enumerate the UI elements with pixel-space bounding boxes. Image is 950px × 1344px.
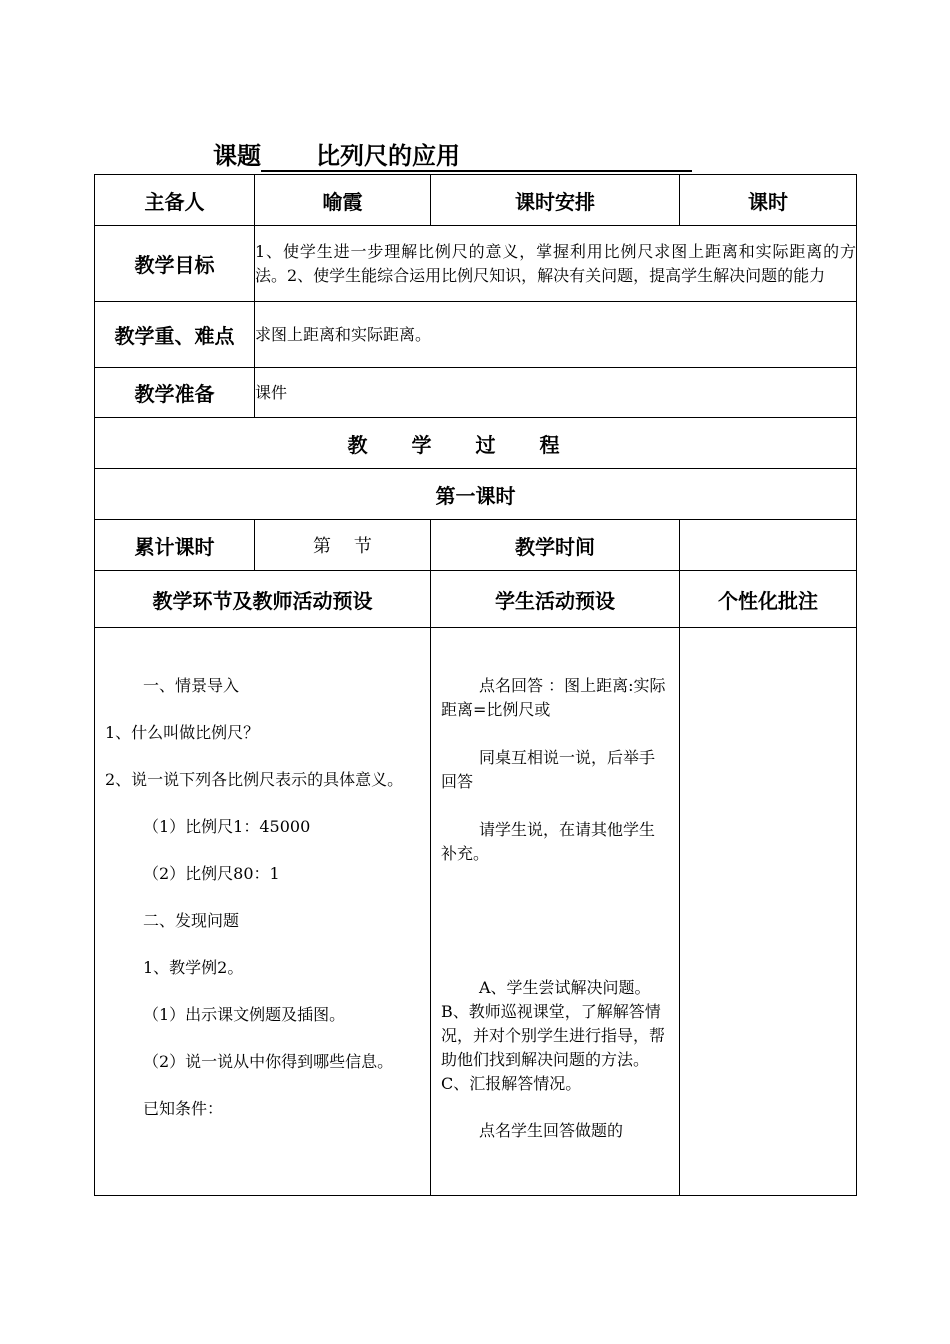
teacher-activity: （1）比例尺1：45000 [143, 817, 311, 836]
preparation-row [95, 368, 857, 418]
teacher-activity: 一、情景导入 [143, 676, 240, 695]
process-heading-row [95, 418, 857, 469]
student-activity: A、学生尝试解决问题。B、教师巡视课堂，了解解答情况，并对个别学生进行指导，帮助他们找到解决问题的方法。C、汇报解答情况。 [441, 978, 666, 1093]
goals-label: 教学目标 [95, 226, 255, 302]
column-header-row [95, 571, 857, 628]
activities-row [95, 628, 857, 1196]
notes-cell [680, 628, 857, 1196]
key-points-text: 求图上距离和实际距离。 [255, 302, 857, 368]
title-blank [261, 142, 316, 172]
key-points-label: 教学重、难点 [95, 302, 255, 368]
student-activity: 点名学生回答做题的 [479, 1121, 624, 1140]
teacher-activity: 1、什么叫做比例尺？ [105, 723, 260, 742]
goals-row [95, 226, 857, 302]
student-activity: 点名回答 ：图上距离:实际距离=比例尺或 [441, 676, 666, 719]
page-title [213, 136, 692, 172]
teacher-activity: （1）出示课文例题及插图。 [143, 1005, 346, 1024]
time-label: 教学时间 [431, 520, 680, 571]
preparer-label: 主备人 [95, 175, 255, 226]
cumulative-value: 第 节 [255, 520, 431, 571]
header-row [95, 175, 857, 226]
period-label: 课时 [680, 175, 857, 226]
goals-text: 1、使学生进一步理解比例尺的意义，掌握利用比例尺求图上距离和实际距离的方法。2、使学生能综合运用比例尺知识，解决有关问题，提高学生解决问题的能力 [255, 226, 857, 302]
teacher-activity: （2）说一说从中你得到哪些信息。 [143, 1052, 394, 1071]
title-blank-tail [460, 142, 692, 172]
student-activity: 请学生说，在请其他学生补充。 [441, 820, 656, 863]
teacher-activity: 二、发现问题 [143, 911, 240, 930]
teacher-activities [95, 628, 431, 1196]
preparer-name: 喻霞 [255, 175, 431, 226]
lesson-plan-table [94, 174, 857, 1196]
cumulative-row [95, 520, 857, 571]
cumulative-label: 累计课时 [95, 520, 255, 571]
teacher-column-header: 教学环节及教师活动预设 [95, 571, 431, 628]
title-label: 课题 [213, 142, 261, 170]
student-activity: 同桌互相说一说，后举手回答 [441, 748, 656, 791]
teacher-activity: 2、说一说下列各比例尺表示的具体意义。 [105, 770, 404, 789]
schedule-label: 课时安排 [431, 175, 680, 226]
teacher-activity: 已知条件： [143, 1099, 224, 1118]
key-points-row [95, 302, 857, 368]
process-heading: 教学过程 [95, 418, 857, 469]
lesson-heading-row [95, 469, 857, 520]
time-value [680, 520, 857, 571]
preparation-text: 课件 [255, 368, 857, 418]
student-column-header: 学生活动预设 [431, 571, 680, 628]
lesson-heading: 第一课时 [95, 469, 857, 520]
teacher-activity: （2）比例尺80：1 [143, 864, 280, 883]
student-activities [431, 628, 680, 1196]
teacher-activity: 1、教学例2。 [143, 958, 244, 977]
title-topic: 比列尺的应用 [316, 142, 460, 170]
preparation-label: 教学准备 [95, 368, 255, 418]
notes-column-header: 个性化批注 [680, 571, 857, 628]
